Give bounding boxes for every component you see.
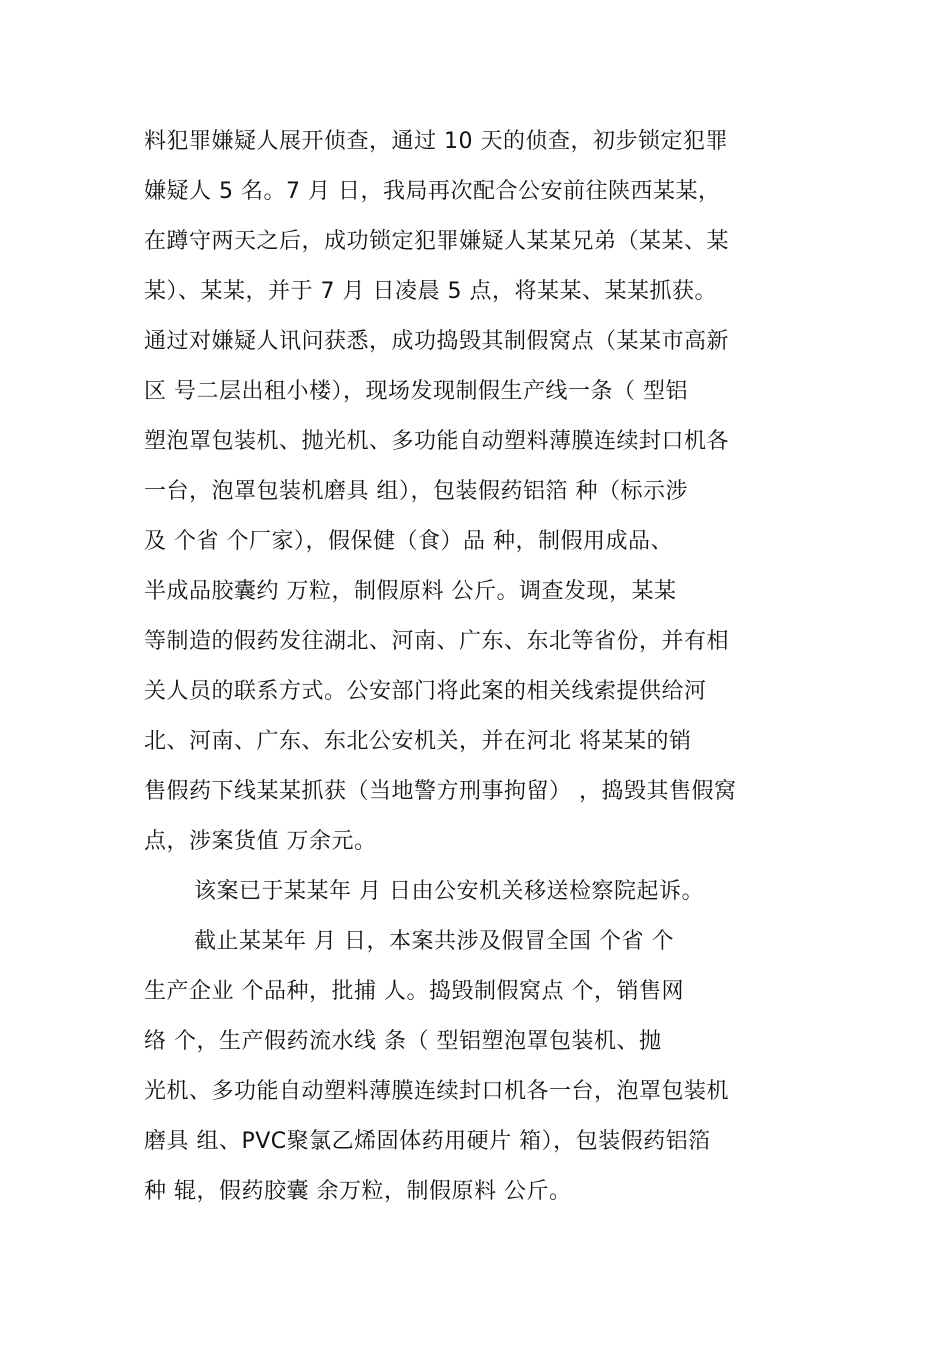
- text-line: 等制造的假药发往湖北、河南、广东、东北等省份，并有相: [144, 629, 730, 654]
- text-line: 通过对嫌疑人讯问获悉，成功捣毁其制假窝点（某某市高新: [144, 329, 730, 354]
- text-line: 料犯罪嫌疑人展开侦查，通过 10 天的侦查，初步锁定犯罪: [144, 129, 728, 154]
- text-line: 种 辊，假药胶囊 余万粒，制假原料 公斤。: [144, 1179, 572, 1204]
- text-line: 关人员的联系方式。公安部门将此案的相关线索提供给河: [144, 679, 707, 704]
- text-line: 某）、某某，并于 7 月 日凌晨 5 点，将某某、某某抓获。: [144, 279, 717, 304]
- text-line: 塑泡罩包装机、抛光机、多功能自动塑料薄膜连续封口机各: [144, 429, 730, 454]
- text-line: 磨具 组、PVC聚氯乙烯固体药用硬片 箱），包装假药铝箔: [144, 1129, 711, 1154]
- text-line: 及 个省 个厂家），假保健（食）品 种，制假用成品、: [144, 529, 673, 554]
- text-line: 半成品胶囊约 万粒，制假原料 公斤。调查发现，某某: [144, 579, 677, 604]
- text-line: 该案已于某某年 月 日由公安机关移送检察院起诉。: [194, 879, 704, 904]
- text-line: 区 号二层出租小楼），现场发现制假生产线一条（ 型铝: [144, 379, 688, 404]
- text-line: 在蹲守两天之后，成功锁定犯罪嫌疑人某某兄弟（某某、某: [144, 229, 730, 254]
- text-line: 生产企业 个品种，批捕 人。捣毁制假窝点 个，销售网: [144, 979, 684, 1004]
- text-line: 光机、多功能自动塑料薄膜连续封口机各一台，泡罩包装机: [144, 1079, 730, 1104]
- text-line: 北、河南、广东、东北公安机关，并在河北 将某某的销: [144, 729, 692, 754]
- text-line: 截止某某年 月 日，本案共涉及假冒全国 个省 个: [194, 929, 674, 954]
- text-line: 络 个，生产假药流水线 条（ 型铝塑泡罩包装机、抛: [144, 1029, 662, 1054]
- text-line: 嫌疑人 5 名。7 月 日，我局再次配合公安前往陕西某某，: [144, 179, 721, 204]
- text-line: 点，涉案货值 万余元。: [144, 829, 377, 854]
- text-line: 售假药下线某某抓获（当地警方刑事拘留） ，捣毁其售假窝: [144, 779, 737, 804]
- text-line: 一台，泡罩包装机磨具 组），包装假药铝箔 种（标示涉: [144, 479, 688, 504]
